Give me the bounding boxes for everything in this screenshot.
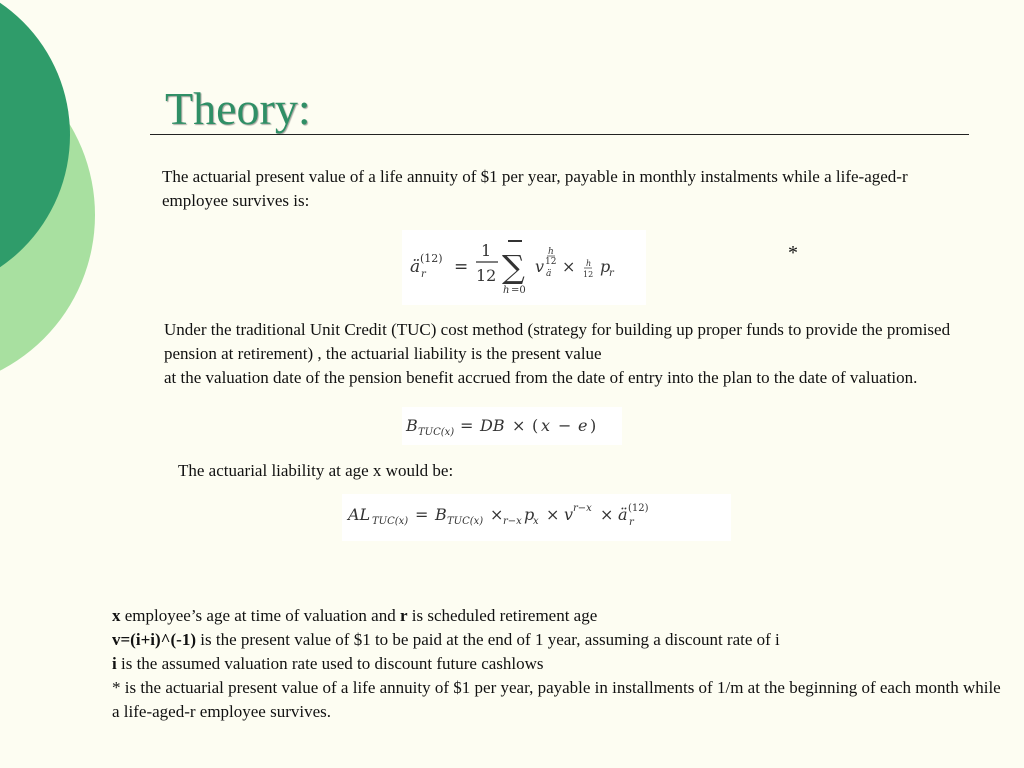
note-x-symbol: x — [112, 606, 121, 625]
svg-text:12: 12 — [476, 266, 497, 285]
tuc-paragraph — [164, 318, 994, 390]
svg-text:=: = — [454, 257, 469, 277]
svg-text:r: r — [609, 268, 614, 279]
svg-text:=0: =0 — [511, 285, 526, 296]
definitions-notes — [112, 604, 1002, 724]
note-v — [112, 628, 1002, 652]
title-underline — [150, 134, 969, 135]
annuity-formula — [402, 230, 646, 305]
note-x-text-b: is scheduled retirement age — [407, 606, 598, 625]
svg-text:−: − — [558, 416, 572, 435]
svg-text:1: 1 — [481, 241, 492, 260]
svg-text:(: ( — [532, 416, 539, 435]
svg-text:=: = — [415, 505, 429, 524]
note-i-text: is the assumed valuation rate used to discount future cashlows — [116, 654, 544, 673]
note-x-text-a: employee’s age at time of valuation and — [120, 606, 400, 625]
note-i — [112, 652, 1002, 676]
note-v-text: is the present value of $1 to be paid at the end of 1 year, assuming a discount rate of i — [196, 630, 780, 649]
svg-text:h: h — [548, 247, 554, 257]
svg-text:TUC(x): TUC(x) — [447, 516, 484, 527]
svg-text:AL: AL — [348, 505, 371, 524]
star-marker: * — [788, 242, 798, 264]
svg-text:ä: ä — [546, 269, 552, 279]
svg-text:r−x: r−x — [503, 516, 522, 527]
svg-text:h: h — [503, 285, 510, 296]
svg-text:p: p — [600, 257, 611, 276]
svg-text:×: × — [512, 416, 526, 435]
svg-text:DB: DB — [480, 416, 505, 435]
svg-text:×: × — [490, 505, 504, 524]
svg-text:×: × — [600, 505, 614, 524]
liability-formula — [342, 494, 731, 541]
svg-text:h: h — [586, 259, 592, 268]
svg-text:): ) — [590, 416, 597, 435]
svg-text:=: = — [460, 416, 474, 435]
svg-text:TUC(x): TUC(x) — [372, 516, 409, 527]
svg-text:ä: ä — [410, 257, 421, 277]
svg-text:r: r — [421, 269, 426, 280]
svg-text:×: × — [546, 505, 560, 524]
tuc-paragraph-line1: Under the traditional Unit Credit (TUC) cost method (strategy for building up proper funds to provide the promised pension at retirement) , the actuarial liability is the present value — [164, 320, 951, 363]
svg-text:e: e — [578, 416, 588, 435]
svg-text:v: v — [564, 505, 574, 524]
svg-text:ä: ä — [618, 505, 628, 524]
intro-paragraph: The actuarial present value of a life annuity of $1 per year, payable in monthly instalments while a life-aged-r employee survives is: — [162, 167, 908, 210]
svg-text:B: B — [406, 416, 418, 435]
svg-text:(12): (12) — [420, 252, 443, 265]
note-r-symbol: r — [399, 606, 408, 625]
slide-title: Theory: — [165, 83, 311, 134]
benefit-formula — [402, 407, 622, 445]
svg-text:r: r — [629, 517, 634, 528]
svg-text:v: v — [535, 257, 545, 276]
svg-text:(12): (12) — [628, 503, 649, 514]
note-i-symbol: i — [112, 654, 117, 673]
svg-text:12: 12 — [545, 257, 557, 267]
note-x — [112, 604, 1002, 628]
note-star: * is the actuarial present value of a life annuity of $1 per year, payable in installments of 1/m at the beginning of each month while a life-aged-r employee survives. — [112, 678, 1001, 721]
svg-text:12: 12 — [583, 270, 594, 279]
svg-text:x: x — [541, 416, 551, 435]
tuc-paragraph-line2: at the valuation date of the pension benefit accrued from the date of entry into the plan to the date of valuation. — [164, 368, 918, 387]
svg-text:TUC(x): TUC(x) — [418, 427, 455, 438]
decorative-circles — [0, 0, 110, 380]
note-v-symbol: v=(i+i)^(-1) — [112, 630, 197, 649]
svg-text:B: B — [435, 505, 447, 524]
svg-text:∑: ∑ — [502, 248, 525, 286]
svg-text:p: p — [524, 505, 535, 524]
svg-text:x: x — [533, 516, 539, 527]
svg-text:×: × — [562, 257, 576, 276]
svg-text:r−x: r−x — [573, 503, 592, 514]
liability-paragraph: The actuarial liability at age x would be: — [178, 461, 454, 480]
